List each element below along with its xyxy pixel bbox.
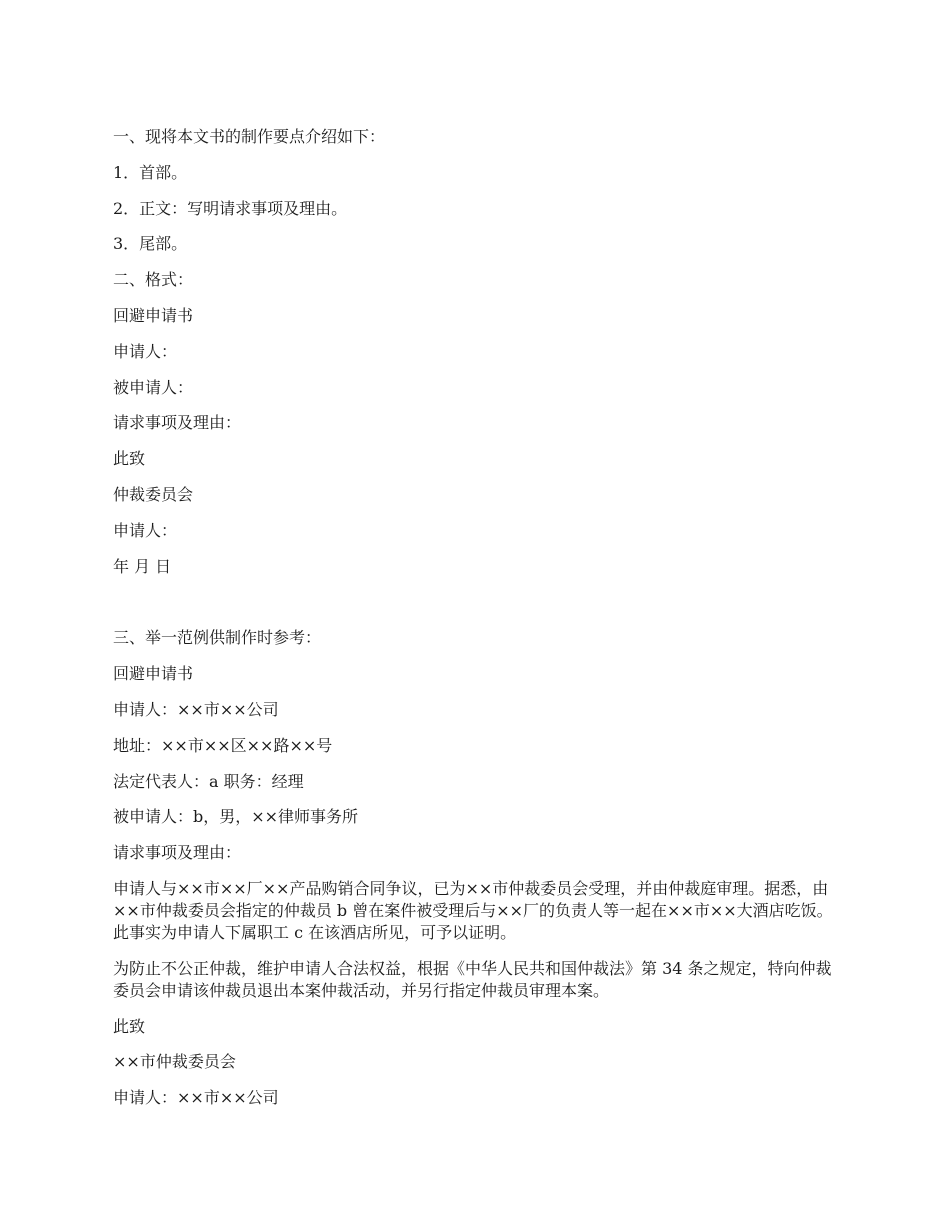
section-spacer [113,591,833,627]
example-recipient: ××市仲裁委员会 [113,1052,236,1072]
example-heading: 三、举一范例供制作时参考： [113,628,322,648]
format-title: 回避申请书 [113,305,194,325]
example-paragraph-basis: 为防止不公正仲裁，维护申请人合法权益，根据《中华人民共和国仲裁法》第 34 条之规定，特向仲裁委员会申请该仲裁员退出本案仲裁活动，并另行指定仲裁员审理本案。 [113,958,832,1000]
format-heading: 二、格式： [113,270,194,290]
format-greeting: 此致 [113,449,146,469]
example-signature: 申请人：××市××公司 [113,1088,279,1108]
example-respondent: 被申请人：b，男，××律师事务所 [113,807,359,827]
example-paragraph-facts: 申请人与××市××厂××产品购销合同争议，已为××市仲裁委员会受理，并由仲裁庭审理。据悉，由××市仲裁委员会指定的仲裁员 b 曾在案件被受理后与××厂的负责人等一起在××市××大酒店吃饭。此事实为申请人下属职工 c 在该酒店所见，可予以证明。 [113,878,833,942]
example-address: 地址：××市××区××路××号 [113,735,333,755]
document-body [113,126,833,1123]
format-request: 请求事项及理由： [113,413,242,433]
example-applicant: 申请人：××市××公司 [113,699,279,719]
intro-heading: 一、现将本文书的制作要点介绍如下： [113,127,386,146]
point-item-1: 1．首部。 [113,162,188,182]
format-recipient: 仲裁委员会 [113,484,194,504]
format-applicant: 申请人： [113,341,178,361]
point-item-2: 2．正文：写明请求事项及理由。 [113,198,348,218]
format-date: 年 月 日 [113,556,172,576]
example-greeting: 此致 [113,1016,146,1036]
example-title: 回避申请书 [113,664,194,684]
example-request: 请求事项及理由： [113,843,242,863]
format-signature: 申请人： [113,520,178,540]
example-representative: 法定代表人：a 职务：经理 [113,771,304,791]
point-item-3: 3．尾部。 [113,234,188,254]
format-respondent: 被申请人： [113,377,194,397]
